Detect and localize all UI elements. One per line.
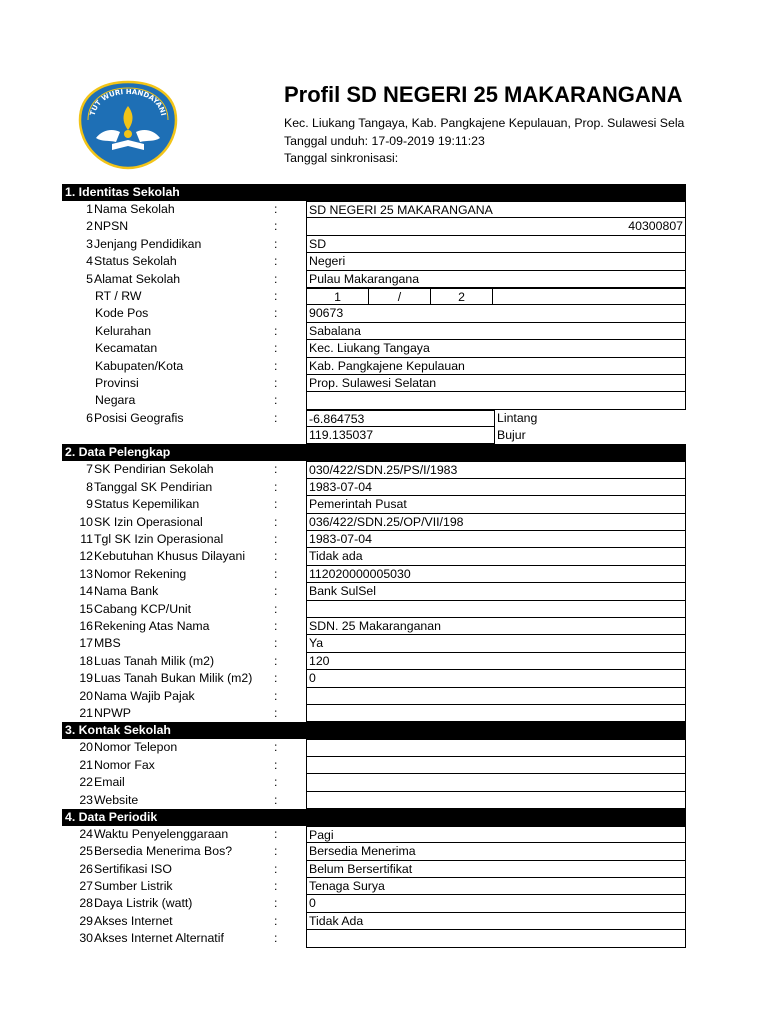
coordinate-unit: Bujur xyxy=(497,428,526,443)
field-value[interactable] xyxy=(306,392,686,409)
colon-separator: : xyxy=(274,479,278,494)
row-number: 22 xyxy=(79,775,93,790)
colon-separator: : xyxy=(274,497,278,512)
field-value[interactable] xyxy=(306,739,686,756)
geo-position xyxy=(306,410,686,427)
field-label: Kabupaten/Kota xyxy=(95,358,184,373)
field-label: Luas Tanah Bukan Milik (m2) xyxy=(94,671,253,686)
field-label: Provinsi xyxy=(95,375,139,390)
row-number: 25 xyxy=(79,844,93,859)
colon-separator: : xyxy=(274,375,278,390)
download-date: Tanggal unduh: 17-09-2019 19:11:23 xyxy=(284,134,485,148)
row-number: 1 xyxy=(86,202,93,216)
field-value[interactable]: Bersedia Menerima xyxy=(306,843,686,860)
colon-separator: : xyxy=(274,410,278,425)
colon-separator: : xyxy=(274,202,278,216)
field-value[interactable] xyxy=(306,688,686,705)
field-value[interactable]: 120 xyxy=(306,653,686,670)
coordinate-field[interactable]: 119.135037 xyxy=(306,427,495,444)
field-label: Tanggal SK Pendirian xyxy=(94,479,213,494)
field-value[interactable]: Negeri xyxy=(306,253,686,270)
field-value[interactable]: 0 xyxy=(306,895,686,912)
field-value[interactable] xyxy=(306,930,686,947)
field-label: Akses Internet xyxy=(94,913,173,928)
colon-separator: : xyxy=(274,254,278,269)
field-label: NPSN xyxy=(94,219,129,234)
field-value[interactable]: Ya xyxy=(306,635,686,652)
form-row xyxy=(62,340,686,357)
geo-position xyxy=(306,427,686,444)
rt-rw-extra xyxy=(492,288,686,305)
field-label: Akses Internet Alternatif xyxy=(94,931,224,946)
rw-field[interactable]: 2 xyxy=(430,288,493,305)
field-label: Sumber Listrik xyxy=(94,879,173,894)
field-label: Luas Tanah Milik (m2) xyxy=(94,653,215,668)
field-label: Negara xyxy=(95,393,136,408)
row-number: 23 xyxy=(79,792,93,807)
form-row xyxy=(62,670,686,687)
colon-separator: : xyxy=(274,618,278,633)
row-number: 3 xyxy=(86,236,93,251)
form-row xyxy=(62,705,686,722)
row-number: 26 xyxy=(79,861,93,876)
form-row xyxy=(62,861,686,878)
colon-separator: : xyxy=(274,393,278,408)
row-number: 5 xyxy=(86,271,93,286)
colon-separator: : xyxy=(274,826,278,841)
section-header-s1: 1. Identitas Sekolah xyxy=(62,184,686,201)
section-header-s2: 2. Data Pelengkap xyxy=(62,444,686,461)
colon-separator: : xyxy=(274,705,278,720)
field-value[interactable]: 1983-07-04 xyxy=(306,479,686,496)
field-value[interactable]: Tidak ada xyxy=(306,548,686,565)
row-number: 15 xyxy=(79,601,93,616)
school-profile-form xyxy=(62,184,686,948)
form-row xyxy=(62,635,686,652)
field-value[interactable]: SD NEGERI 25 MAKARANGANA xyxy=(306,201,686,218)
colon-separator: : xyxy=(274,844,278,859)
colon-separator: : xyxy=(274,740,278,755)
form-row xyxy=(62,531,686,548)
row-number: 4 xyxy=(86,254,93,269)
field-value[interactable]: SDN. 25 Makaranganan xyxy=(306,618,686,635)
colon-separator: : xyxy=(274,532,278,547)
colon-separator: : xyxy=(274,688,278,703)
school-address: Kec. Liukang Tangaya, Kab. Pangkajene Kepulauan, Prop. Sulawesi Sela xyxy=(284,116,685,130)
form-row xyxy=(62,271,686,288)
row-number: 27 xyxy=(79,879,93,894)
field-label: Sertifikasi ISO xyxy=(94,861,172,876)
field-label: Status Kepemilikan xyxy=(94,497,200,512)
form-row xyxy=(62,323,686,340)
field-value[interactable]: Prop. Sulawesi Selatan xyxy=(306,375,686,392)
field-label: Status Sekolah xyxy=(94,254,177,269)
rt-field[interactable]: 1 xyxy=(306,288,369,305)
colon-separator: : xyxy=(274,792,278,807)
form-row xyxy=(62,427,686,444)
field-label: Nama Sekolah xyxy=(94,202,175,216)
colon-separator: : xyxy=(274,271,278,286)
field-label: Nomor Telepon xyxy=(94,740,178,755)
form-row xyxy=(62,392,686,409)
field-value[interactable]: Pulau Makarangana xyxy=(306,271,686,288)
colon-separator: : xyxy=(274,219,278,234)
form-row xyxy=(62,792,686,809)
form-row xyxy=(62,583,686,600)
form-row xyxy=(62,479,686,496)
rt-rw-separator: / xyxy=(368,288,431,305)
field-value[interactable]: Bank SulSel xyxy=(306,583,686,600)
logo-lettering: TUT WURI HANDAYANI xyxy=(88,87,168,117)
field-label: Bersedia Menerima Bos? xyxy=(94,844,233,859)
colon-separator: : xyxy=(274,775,278,790)
colon-separator: : xyxy=(274,236,278,251)
form-row xyxy=(62,358,686,375)
field-value[interactable]: 0 xyxy=(306,670,686,687)
field-label: Kelurahan xyxy=(95,323,152,338)
colon-separator: : xyxy=(274,514,278,529)
colon-separator: : xyxy=(274,462,278,477)
colon-separator: : xyxy=(274,861,278,876)
colon-separator: : xyxy=(274,636,278,651)
field-value[interactable]: Kec. Liukang Tangaya xyxy=(306,340,686,357)
section-header-s3: 3. Kontak Sekolah xyxy=(62,722,686,739)
form-row xyxy=(62,826,686,843)
coordinate-unit: Lintang xyxy=(497,410,538,425)
field-label: Posisi Geografis xyxy=(94,410,184,425)
colon-separator: : xyxy=(274,584,278,599)
row-number: 10 xyxy=(79,514,93,529)
coordinate-field[interactable]: -6.864753 xyxy=(306,410,495,427)
form-row xyxy=(62,757,686,774)
field-label: NPWP xyxy=(94,705,131,720)
field-label: Kebutuhan Khusus Dilayani xyxy=(94,549,246,564)
field-label: Tgl SK Izin Operasional xyxy=(94,532,224,547)
colon-separator: : xyxy=(274,549,278,564)
field-value[interactable]: 1983-07-04 xyxy=(306,531,686,548)
field-value[interactable] xyxy=(306,792,686,809)
colon-separator: : xyxy=(274,341,278,356)
row-number: 20 xyxy=(79,740,93,755)
form-row xyxy=(62,913,686,930)
field-label: Rekening Atas Nama xyxy=(94,618,210,633)
form-row xyxy=(62,878,686,895)
form-row xyxy=(62,895,686,912)
colon-separator: : xyxy=(274,653,278,668)
row-number: 21 xyxy=(79,757,93,772)
field-label: Nomor Rekening xyxy=(94,566,187,581)
row-number: 9 xyxy=(86,497,93,512)
colon-separator: : xyxy=(274,288,278,303)
field-label: Jenjang Pendidikan xyxy=(94,236,202,251)
field-label: Kecamatan xyxy=(95,341,158,356)
form-row xyxy=(62,218,686,235)
colon-separator: : xyxy=(274,913,278,928)
field-value[interactable] xyxy=(306,601,686,618)
form-row xyxy=(62,548,686,565)
row-number: 12 xyxy=(79,549,93,564)
form-row xyxy=(62,288,686,305)
field-label: Cabang KCP/Unit xyxy=(94,601,192,616)
colon-separator: : xyxy=(274,566,278,581)
row-number: 16 xyxy=(79,618,93,633)
row-number: 14 xyxy=(79,584,93,599)
form-row xyxy=(62,514,686,531)
field-value[interactable]: 90673 xyxy=(306,305,686,322)
row-number: 18 xyxy=(79,653,93,668)
row-number: 29 xyxy=(79,913,93,928)
field-label: SK Pendirian Sekolah xyxy=(94,462,214,477)
field-label: Nama Wajib Pajak xyxy=(94,688,195,703)
field-value[interactable]: 40300807 xyxy=(306,218,686,235)
field-value[interactable]: SD xyxy=(306,236,686,253)
form-row xyxy=(62,653,686,670)
field-value[interactable]: 030/422/SDN.25/PS/I/1983 xyxy=(306,461,686,478)
form-row xyxy=(62,566,686,583)
field-value[interactable] xyxy=(306,757,686,774)
field-value[interactable]: 112020000005030 xyxy=(306,566,686,583)
form-row xyxy=(62,601,686,618)
field-value[interactable]: Tidak Ada xyxy=(306,913,686,930)
row-number: 21 xyxy=(79,705,93,720)
field-value[interactable] xyxy=(306,705,686,722)
row-number: 11 xyxy=(80,532,93,547)
colon-separator: : xyxy=(274,671,278,686)
form-row xyxy=(62,688,686,705)
form-row xyxy=(62,774,686,791)
colon-separator: : xyxy=(274,757,278,772)
colon-separator: : xyxy=(274,879,278,894)
row-number: 28 xyxy=(79,896,93,911)
field-label: MBS xyxy=(94,636,121,651)
colon-separator: : xyxy=(274,358,278,373)
row-number: 17 xyxy=(79,636,93,651)
row-number: 8 xyxy=(86,479,93,494)
row-number: 7 xyxy=(86,462,93,477)
field-value[interactable]: Tenaga Surya xyxy=(306,878,686,895)
colon-separator: : xyxy=(274,931,278,946)
row-number: 6 xyxy=(86,410,93,425)
row-number: 2 xyxy=(86,219,93,234)
form-row xyxy=(62,375,686,392)
field-label: RT / RW xyxy=(95,288,142,303)
tut-wuri-handayani-logo xyxy=(76,80,180,170)
field-label: Alamat Sekolah xyxy=(94,271,181,286)
field-label: Website xyxy=(94,792,139,807)
field-value[interactable]: Belum Bersertifikat xyxy=(306,861,686,878)
colon-separator: : xyxy=(274,896,278,911)
row-number: 24 xyxy=(79,826,93,841)
field-value[interactable]: Pagi xyxy=(306,826,686,843)
field-value[interactable]: 036/422/SDN.25/OP/VII/198 xyxy=(306,514,686,531)
sync-date: Tanggal sinkronisasi: xyxy=(284,151,399,165)
field-label: Email xyxy=(94,775,125,790)
field-label: SK Izin Operasional xyxy=(94,514,203,529)
row-number: 20 xyxy=(79,688,93,703)
form-row xyxy=(62,236,686,253)
field-value[interactable] xyxy=(306,774,686,791)
form-row xyxy=(62,496,686,513)
form-row xyxy=(62,618,686,635)
colon-separator: : xyxy=(274,323,278,338)
field-label: Kode Pos xyxy=(95,306,149,321)
field-label: Nomor Fax xyxy=(94,757,155,772)
form-row xyxy=(62,461,686,478)
field-value[interactable]: Pemerintah Pusat xyxy=(306,496,686,513)
field-label: Waktu Penyelenggaraan xyxy=(94,826,229,841)
form-row xyxy=(62,410,686,427)
field-label: Daya Listrik (watt) xyxy=(94,896,193,911)
rt-rw-fields xyxy=(306,288,686,305)
row-number: 19 xyxy=(79,671,93,686)
form-row xyxy=(62,843,686,860)
form-row xyxy=(62,305,686,322)
row-number: 30 xyxy=(79,931,93,946)
colon-separator: : xyxy=(274,601,278,616)
form-row xyxy=(62,253,686,270)
field-value[interactable]: Sabalana xyxy=(306,323,686,340)
form-row xyxy=(62,930,686,947)
section-header-s4: 4. Data Periodik xyxy=(62,809,686,826)
page-title: Profil SD NEGERI 25 MAKARANGANA xyxy=(284,82,683,107)
form-row xyxy=(62,201,686,218)
field-label: Nama Bank xyxy=(94,584,159,599)
form-row xyxy=(62,739,686,756)
colon-separator: : xyxy=(274,306,278,321)
row-number: 13 xyxy=(79,566,93,581)
field-value[interactable]: Kab. Pangkajene Kepulauan xyxy=(306,358,686,375)
